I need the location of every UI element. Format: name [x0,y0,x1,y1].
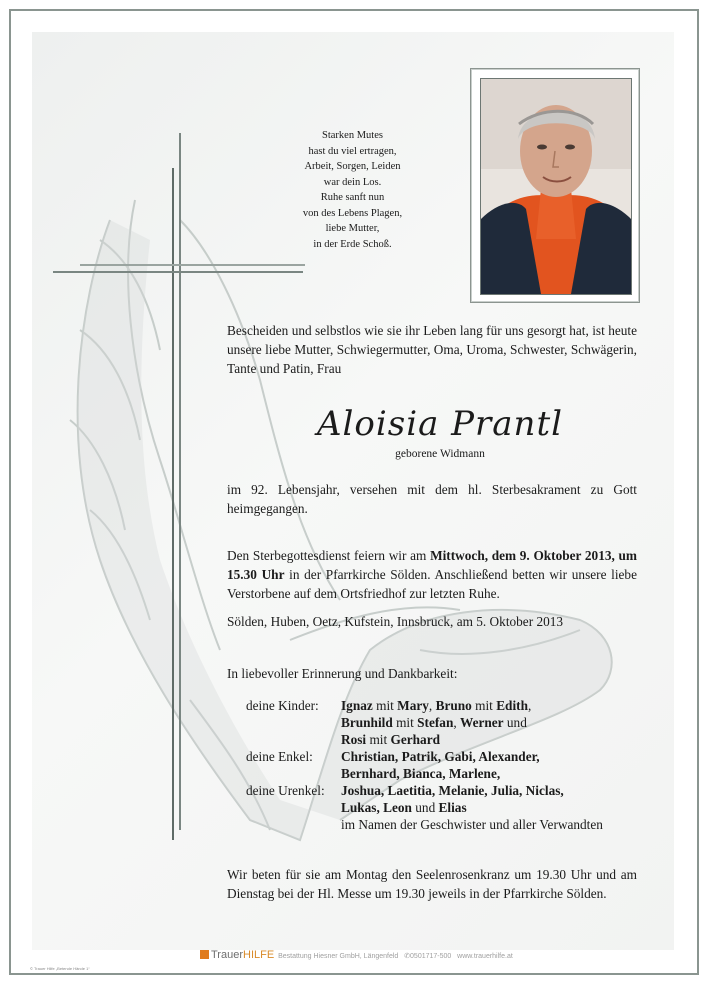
footer [200,949,513,961]
cross-horizontal-line [53,271,303,273]
footer-website[interactable]: www.trauerhilfe.at [457,953,513,960]
funeral-announcement [227,546,637,603]
children-line-3: Rosi mit Gerhard [341,732,441,747]
cross-horizontal-line-secondary [80,264,305,266]
grandchildren-line-2: Bernhard, Bianca, Marlene, [341,766,501,781]
trauerhilfe-logo-icon [200,950,209,959]
children-line-2: Brunhild mit Stefan, Werner und [341,715,527,730]
cross-vertical-line [179,133,181,830]
children-label: deine Kinder: [246,698,319,713]
intro-paragraph: Bescheiden und selbstlos wie sie ihr Leben lang für uns gesorgt hat, ist heute unsere liebe Mutter, Schwiegermutter, Oma, Uroma, Schwester, Schwägerin, Tante und Patin, Frau [227,323,637,376]
memorial-poem: Starken Mutes hast du viel ertragen, Arbeit, Sorgen, Leiden war dein Los. Ruhe sanft nun von des Lebens Plagen, liebe Mutter, in der Erde Schoß. [302,130,403,250]
place-date: Sölden, Huben, Oetz, Kufstein, Innsbruck, am 5. Oktober 2013 [227,614,564,629]
maiden-name: geborene Widmann [395,448,485,460]
cross-vertical-line-secondary [172,168,174,840]
funeral-date: Mittwoch, dem 9. Oktober 2013, [430,548,615,563]
death-notice: im 92. Lebensjahr, versehen mit dem hl. Sterbesakrament zu Gott heimgegangen. [227,482,637,516]
footer-company: Bestattung Hiesner GmbH, Längenfeld [278,953,399,960]
remembrance-line: In liebevoller Erinnerung und Dankbarkeit: [227,666,458,681]
great-grandchildren-line-2: Lukas, Leon und Elias [341,800,467,815]
relatives-line: im Namen der Geschwister und aller Verwandten [341,817,603,832]
deceased-name: Aloisia Prantl [316,404,563,444]
rosary-notice: Wir beten für sie am Montag den Seelenrosenkranz um 19.30 Uhr und am Dienstag bei der Hl. Messe um 19.30 jeweils in der Pfarrkirche Sölden. [227,867,637,901]
image-credit: © Trauer Hilfe „Betende Hände 1“ [30,966,90,971]
funeral-text-1: Den Sterbegottesdienst feiern wir am [227,548,431,563]
grandchildren-line-1: Christian, Patrik, Gabi, Alexander, [341,749,540,764]
funeral-text-2: in der Pfarrkirche Sölden. Anschließend betten wir unsere liebe Verstorbene auf dem Ortsfriedhof zur letzten Ruhe. [227,567,637,601]
great-grandchildren-label: deine Urenkel: [246,783,325,798]
great-grandchildren-line-1: Joshua, Laetitia, Melanie, Julia, Niclas, [341,783,564,798]
footer-phone: ✆0501717-500 [404,953,452,960]
grandchildren-label: deine Enkel: [246,749,313,764]
funeral-time: um 15.30 Uhr [227,548,637,582]
portrait-photo [480,78,632,295]
portrait-frame [470,68,640,303]
children-line-1: Ignaz mit Mary, Bruno mit Edith, [341,698,532,713]
trauerhilfe-logo: TrauerHILFE [211,949,275,961]
